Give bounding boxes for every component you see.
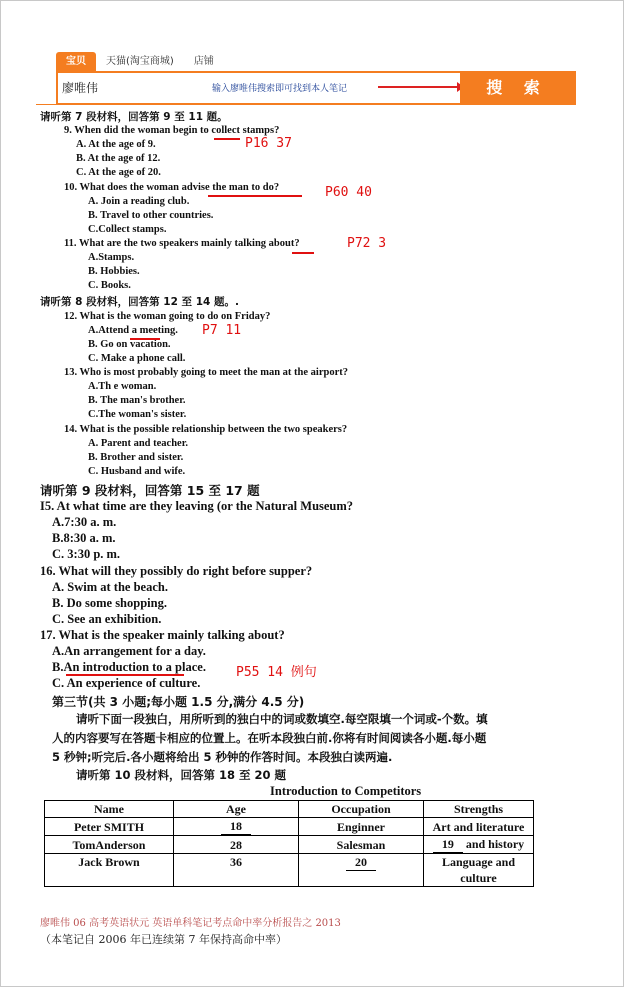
q9-option-b: B. At the age of 12. <box>76 153 161 164</box>
question-13: 13. Who is most probably going to meet the man at the airport? <box>64 367 348 378</box>
q9-option-a: A. At the age of 9. <box>76 139 156 150</box>
tab-shop[interactable]: 店铺 <box>193 56 214 67</box>
red-underline <box>292 252 314 254</box>
q12-option-b: B. Go on vacation. <box>88 339 171 350</box>
arrow-right-icon <box>378 86 458 88</box>
competitors-table <box>44 800 534 887</box>
q14-option-a: A. Parent and teacher. <box>88 438 189 449</box>
section-9-heading: 请听第 9 段材料，回答第 15 至 17 题 <box>40 483 260 498</box>
q15-option-a: A.7:30 a. m. <box>52 515 117 529</box>
red-underline <box>66 674 184 676</box>
search-banner <box>56 52 574 102</box>
section-10-heading: 请听第 10 段材料，回答第 18 至 20 题 <box>76 768 287 782</box>
search-button[interactable]: 搜 索 <box>460 73 574 103</box>
q10-option-c: C.Collect stamps. <box>88 224 167 235</box>
q13-option-c: C.The woman's sister. <box>88 409 187 420</box>
q17-option-b: B.An introduction to a place. <box>52 660 206 674</box>
strengths-rest: and history <box>465 837 525 851</box>
note-p60: P60 40 <box>325 185 372 200</box>
q16-option-c: C. See an exhibition. <box>52 612 162 626</box>
instructions-line-3: 5 秒钟;听完后.各小题将给出 5 秒钟的作答时间。本段独白读两遍. <box>52 750 393 764</box>
q12-option-c: C. Make a phone call. <box>88 353 186 364</box>
table-row <box>45 836 534 854</box>
q17-option-a: A.An arrangement for a day. <box>52 644 206 658</box>
cell-name: Jack Brown <box>45 854 174 887</box>
red-underline <box>130 338 160 340</box>
cell-age <box>174 818 299 836</box>
cell-age: 36 <box>174 854 299 887</box>
question-16: 16. What will they possibly do right before supper? <box>40 564 313 578</box>
question-17: 17. What is the speaker mainly talking about? <box>40 628 285 642</box>
search-hint: 输入廖唯伟搜索即可找到本人笔记 <box>212 84 348 94</box>
table-row <box>45 818 534 836</box>
blank-19: 19 <box>433 836 463 853</box>
red-underline <box>208 195 302 197</box>
tab-tmall[interactable]: 天猫(淘宝商城) <box>106 56 174 67</box>
table-title: Introduction to Competitors <box>270 784 422 798</box>
question-9: 9. When did the woman begin to collect stamps? <box>64 125 280 136</box>
q15-option-c: C. 3:30 p. m. <box>52 547 121 561</box>
part-3-heading: 第三节(共 3 小题;每小题 1.5 分,满分 4.5 分) <box>52 695 305 709</box>
q9-option-c: C. At the age of 20. <box>76 167 161 178</box>
cell-name: TomAnderson <box>45 836 174 854</box>
footer-line-2: （本笔记自 2006 年已连续第 7 年保持高命中率） <box>40 933 287 946</box>
blank-20: 20 <box>346 854 376 871</box>
strengths-line-2: culture <box>460 871 497 885</box>
q14-option-c: C. Husband and wife. <box>88 466 186 477</box>
section-8-heading: 请听第 8 段材料，回答第 12 至 14 题。. <box>40 296 239 308</box>
tab-baobei[interactable]: 宝贝 <box>56 52 96 72</box>
search-input[interactable] <box>56 71 576 105</box>
red-underline <box>214 138 240 140</box>
note-p55: P55 14 例句 <box>236 665 317 680</box>
cell-name: Peter SMITH <box>45 818 174 836</box>
age-underlined: 18 <box>221 818 251 835</box>
header-age: Age <box>174 801 299 818</box>
note-p72: P72 3 <box>347 236 387 251</box>
section-7-heading: 请听第 7 段材料，回答第 9 至 11 题。 <box>40 111 228 123</box>
q10-option-b: B. Travel to other countries. <box>88 210 214 221</box>
note-p7: P7 11 <box>202 323 242 338</box>
search-query: 廖唯伟 <box>62 81 99 95</box>
q13-option-a: A.Th e woman. <box>88 381 157 392</box>
cell-occupation: Salesman <box>299 836 424 854</box>
strengths-line-1: Language and <box>441 855 516 869</box>
question-14: 14. What is the possible relationship between the two speakers? <box>64 424 348 435</box>
table-row <box>45 854 534 887</box>
table-header-row <box>45 801 534 818</box>
cell-occupation <box>299 854 424 887</box>
question-11: 11. What are the two speakers mainly talking about? <box>64 238 300 249</box>
q12-option-a: A.Attend a meeting. <box>88 325 178 336</box>
instructions-line-1: 请听下面一段独白，用所听到的独白中的词或数填空.每空限填一个词或-个数。填 <box>76 712 488 726</box>
header-name: Name <box>45 801 174 818</box>
note-p16: P16 37 <box>245 136 292 151</box>
cell-strengths <box>424 836 534 854</box>
q16-option-b: B. Do some shopping. <box>52 596 167 610</box>
q13-option-b: B. The man's brother. <box>88 395 186 406</box>
q17-option-c: C. An experience of culture. <box>52 676 201 690</box>
footer-line-1: 廖唯伟 06 高考英语状元 英语单科笔记考点命中率分析报告之 2013 <box>40 918 341 929</box>
q11-option-a: A.Stamps. <box>88 252 135 263</box>
header-occupation: Occupation <box>299 801 424 818</box>
cell-strengths <box>424 854 534 887</box>
cell-age: 28 <box>174 836 299 854</box>
q14-option-b: B. Brother and sister. <box>88 452 184 463</box>
q16-option-a: A. Swim at the beach. <box>52 580 168 594</box>
q15-option-b: B.8:30 a. m. <box>52 531 116 545</box>
question-12: 12. What is the woman going to do on Friday? <box>64 311 271 322</box>
divider <box>36 104 576 105</box>
question-15: I5. At what time are they leaving (or the Natural Museum? <box>40 499 354 513</box>
instructions-line-2: 人的内容要写在答题卡相应的位置上。在听本段独白前.你将有时间阅读各小题.每小题 <box>52 731 487 745</box>
cell-occupation: Enginner <box>299 818 424 836</box>
question-10: 10. What does the woman advise the man to do? <box>64 182 280 193</box>
q11-option-b: B. Hobbies. <box>88 266 140 277</box>
cell-strengths: Art and literature <box>424 818 534 836</box>
header-strengths: Strengths <box>424 801 534 818</box>
q11-option-c: C. Books. <box>88 280 131 291</box>
search-tabs <box>56 52 224 72</box>
q10-option-a: A. Join a reading club. <box>88 196 190 207</box>
